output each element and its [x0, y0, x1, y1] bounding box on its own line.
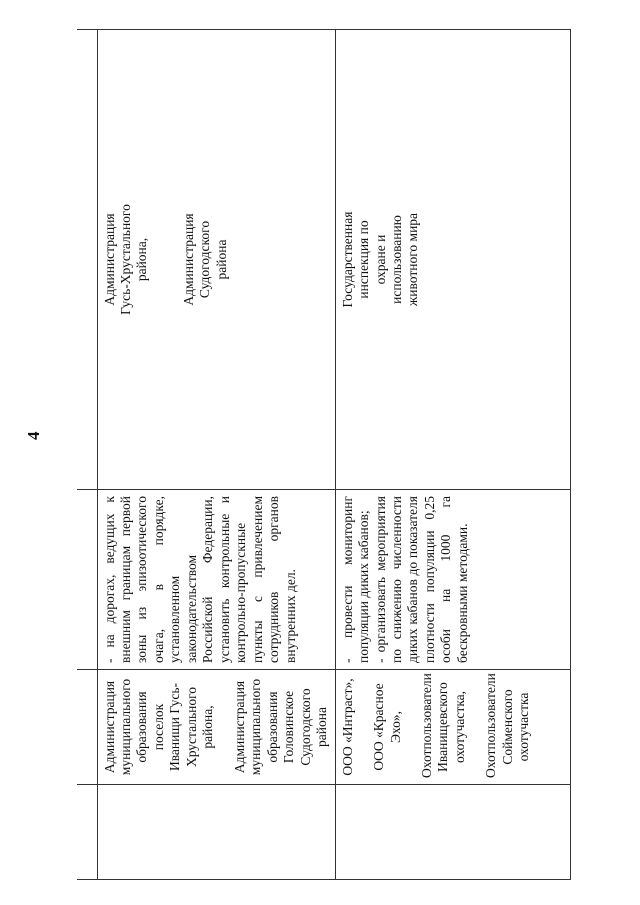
page-number: 4 [24, 431, 43, 440]
measure-item: - организовать мероприятия по снижению численности диких кабанов до показателя плотности популяции 0,25 особи на 1000 га бескровными методами. [372, 496, 470, 663]
executor-cell: Администрация муниципального образования поселок Иванищи Гусь- Хрустального района, Администрация муниципального образования Головинское Судогодского района [97, 670, 335, 785]
measure-text-cell [335, 490, 570, 670]
measure-cell [97, 785, 335, 880]
table-row [335, 30, 570, 880]
table-row [97, 30, 335, 880]
measure-cell [335, 785, 570, 880]
executor-cell: ООО «Интраст», ООО «Красное Эхо», Охотпользователи Иванищевского охотучастка, Охотпользователи Сойменского охотучастка [335, 670, 570, 785]
measure-item: - провести мониторинг популяции диких кабанов; [339, 496, 372, 663]
measure-text-cell: - на дорогах, ведущих к внешним границам первой зоны из эпизоотического очага, в порядке, установленном законодательством Российской Федерации, установить контрольные и контрольно-пропускные пункты с привлечением сотрудников органов внутренних дел. [97, 490, 335, 670]
table-top-edge-row [77, 30, 97, 880]
responsible-cell: Администрация Гусь-Хрустального района, Администрация Судогодского района [97, 30, 335, 490]
responsible-cell: Государственная инспекция по охране и использованию животного мира [335, 30, 570, 490]
measures-table [77, 30, 559, 880]
